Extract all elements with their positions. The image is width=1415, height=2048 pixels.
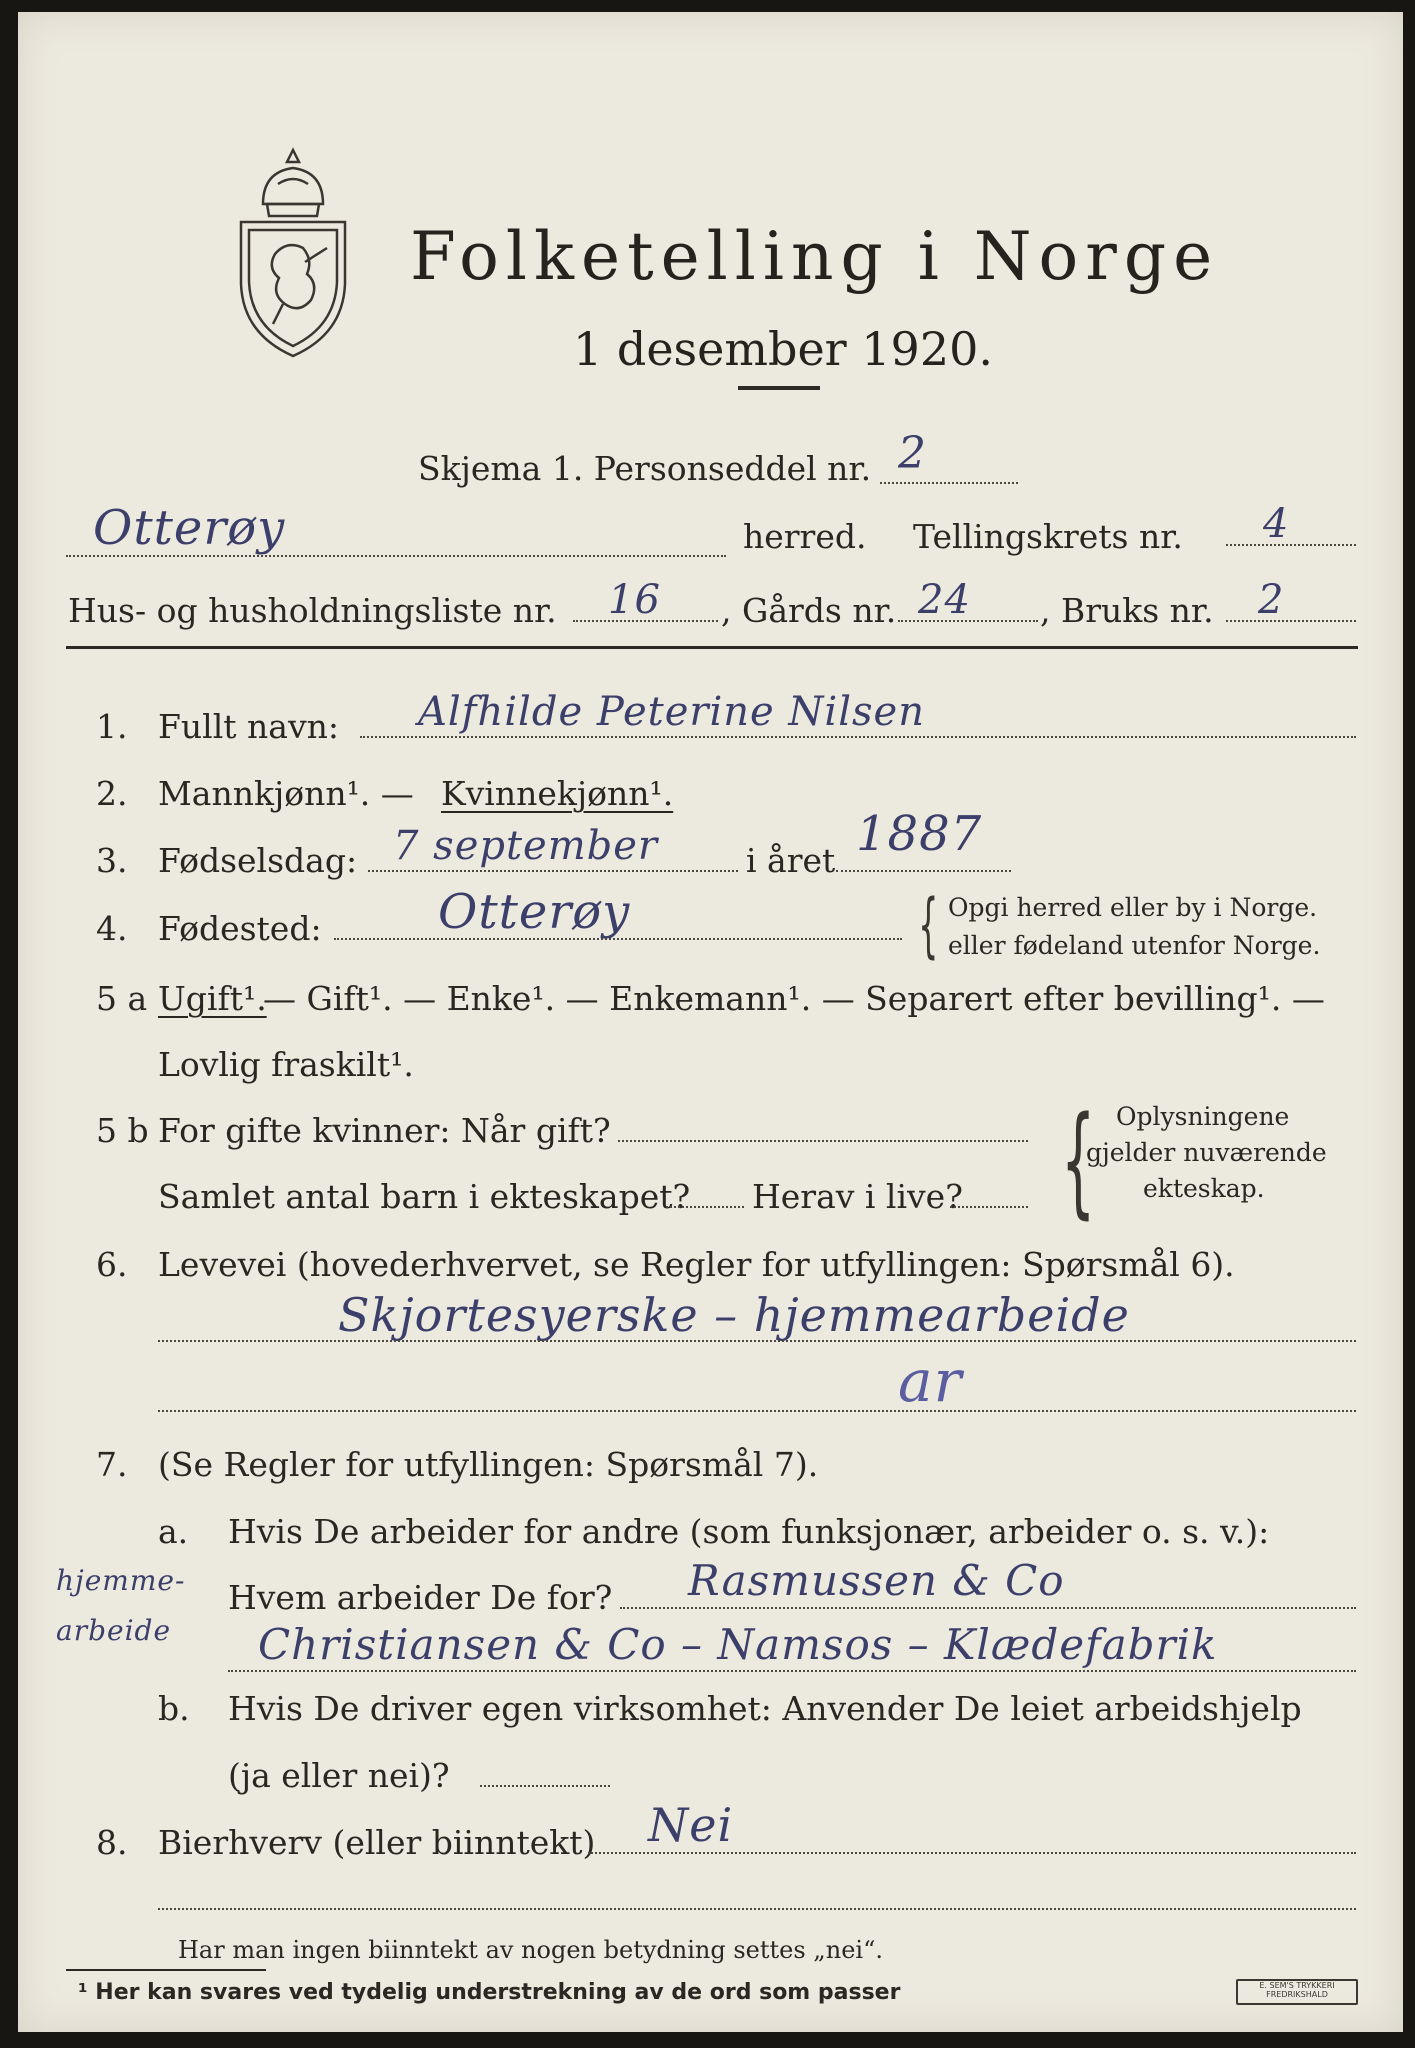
q8-value[interactable]: Nei (648, 1798, 734, 1852)
q5a-options: — Gift¹. — Enke¹. — Enkemann¹. — Separert efter bevilling¹. — (263, 979, 1325, 1018)
herred-label: herred. (743, 517, 867, 556)
header-rule (66, 646, 1358, 649)
q2-number: 2. (96, 774, 128, 813)
q7a-employer-label: Hvem arbeider De for? (228, 1578, 613, 1617)
q4-note-1: Opgi herred eller by i Norge. (948, 893, 1318, 922)
q8-line-2 (158, 1908, 1356, 1910)
q4-brace: { (918, 884, 939, 966)
q1-number: 1. (96, 707, 128, 746)
q5b-number: 5 b (96, 1111, 149, 1150)
q5b-alive-label: Herav i live? (752, 1177, 963, 1216)
q1-line (360, 736, 1356, 738)
census-form-page (18, 12, 1403, 2032)
printer-line-2: FREDRIKSHALD (1266, 1990, 1328, 1999)
q5a-number: 5 a (96, 979, 148, 1018)
q3-year-value[interactable]: 1887 (856, 806, 983, 862)
q6-label: Levevei (hovederhvervet, se Regler for utfyllingen: Spørsmål 6). (158, 1245, 1235, 1284)
form-date: 1 desember 1920. (573, 322, 993, 376)
q4-label: Fødested: (158, 909, 322, 948)
q1-label: Fullt navn: (158, 707, 339, 746)
schema-label: Skjema 1. Personseddel nr. (418, 449, 872, 488)
q3-label: Fødselsdag: (158, 841, 358, 880)
tellingskrets-label: Tellingskrets nr. (913, 517, 1183, 556)
q7-margin-note-1: hjemme- (56, 1564, 186, 1597)
husliste-label: Hus- og husholdningsliste nr. (68, 591, 557, 630)
q6-line-2 (158, 1410, 1356, 1412)
q7-margin-note-2: arbeide (56, 1614, 172, 1647)
footnote: ¹ Her kan svares ved tydelig understrekning av de ord som passer (78, 1980, 901, 2005)
q7a-employer-line (620, 1607, 1356, 1609)
q6-value[interactable]: Skjortesyerske – hjemmearbeide (338, 1288, 1130, 1342)
q2-label-male: Mannkjønn¹. — (158, 774, 414, 813)
q5a-options-2: Lovlig fraskilt¹. (158, 1045, 414, 1084)
q7-label: (Se Regler for utfyllingen: Spørsmål 7). (158, 1445, 819, 1484)
q4-note-2: eller fødeland utenfor Norge. (948, 931, 1321, 960)
q3-year-label: i året (746, 841, 836, 880)
gards-value[interactable]: 24 (918, 577, 971, 623)
q3-day-value[interactable]: 7 september (393, 823, 659, 869)
coat-of-arms-icon (223, 144, 363, 364)
bruks-label: , Bruks nr. (1040, 591, 1214, 630)
q5b-married-label: For gifte kvinner: Når gift? (158, 1111, 611, 1150)
q7b-label: Hvis De driver egen virksomhet: Anvender De leiet arbeidshjelp (228, 1689, 1302, 1728)
schema-number-line (880, 482, 1018, 484)
q7b-answer-label: (ja eller nei)? (228, 1756, 450, 1795)
q7b-line (480, 1785, 610, 1787)
q7a-letter: a. (158, 1512, 189, 1551)
q2-label-female[interactable]: Kvinnekjønn¹. (441, 774, 674, 813)
gards-label: , Gårds nr. (721, 591, 897, 630)
herred-value[interactable]: Otterøy (93, 500, 286, 556)
q7b-letter: b. (158, 1689, 190, 1728)
q5b-children-line (666, 1206, 744, 1208)
q6-number: 6. (96, 1245, 128, 1284)
q3-number: 3. (96, 841, 128, 880)
tellingskrets-line (1226, 544, 1356, 546)
q5b-children-label: Samlet antal barn i ekteskapet? (158, 1177, 691, 1216)
q5b-married-line (618, 1140, 1028, 1142)
tellingskrets-value[interactable]: 4 (1263, 501, 1290, 547)
q5b-note-3: ekteskap. (1143, 1174, 1265, 1203)
q8-line (588, 1852, 1356, 1854)
q5b-note-1: Oplysningene (1116, 1102, 1290, 1131)
q7a-label: Hvis De arbeider for andre (som funksjonær, arbeider o. s. v.): (228, 1512, 1270, 1551)
q5b-alive-line (950, 1206, 1028, 1208)
q5b-brace: { (1060, 1092, 1096, 1231)
bruks-line (1226, 620, 1356, 622)
q5b-note-2: gjelder nuværende (1086, 1138, 1327, 1167)
q6-mark: ar (898, 1347, 963, 1415)
title-divider (738, 386, 820, 390)
q8-label: Bierhverv (eller biinntekt) (158, 1823, 596, 1862)
q4-value[interactable]: Otterøy (438, 884, 631, 940)
schema-number-value[interactable]: 2 (898, 428, 927, 479)
income-note: Har man ingen biinntekt av nogen betydning settes „nei“. (178, 1936, 883, 1964)
husliste-value[interactable]: 16 (608, 577, 661, 623)
q7a-line-2 (228, 1670, 1356, 1672)
printer-line-1: E. SEM'S TRYKKERI (1259, 1981, 1335, 1990)
q5a-ugift[interactable]: Ugift¹. (158, 979, 267, 1018)
q8-number: 8. (96, 1823, 128, 1862)
footnote-rule (66, 1969, 266, 1971)
q4-number: 4. (96, 909, 128, 948)
q1-value[interactable]: Alfhilde Peterine Nilsen (418, 689, 925, 735)
form-title: Folketelling i Norge (410, 218, 1220, 295)
q6-line-1 (158, 1340, 1356, 1342)
q7-number: 7. (96, 1445, 128, 1484)
q3-year-line (836, 870, 1011, 872)
printer-stamp (1236, 1979, 1358, 2005)
q7a-employer-value[interactable]: Rasmussen & Co (688, 1556, 1065, 1605)
q7a-employer-value-2[interactable]: Christiansen & Co – Namsos – Klædefabrik (258, 1620, 1218, 1669)
bruks-value[interactable]: 2 (1258, 577, 1285, 623)
q3-day-line (368, 870, 738, 872)
